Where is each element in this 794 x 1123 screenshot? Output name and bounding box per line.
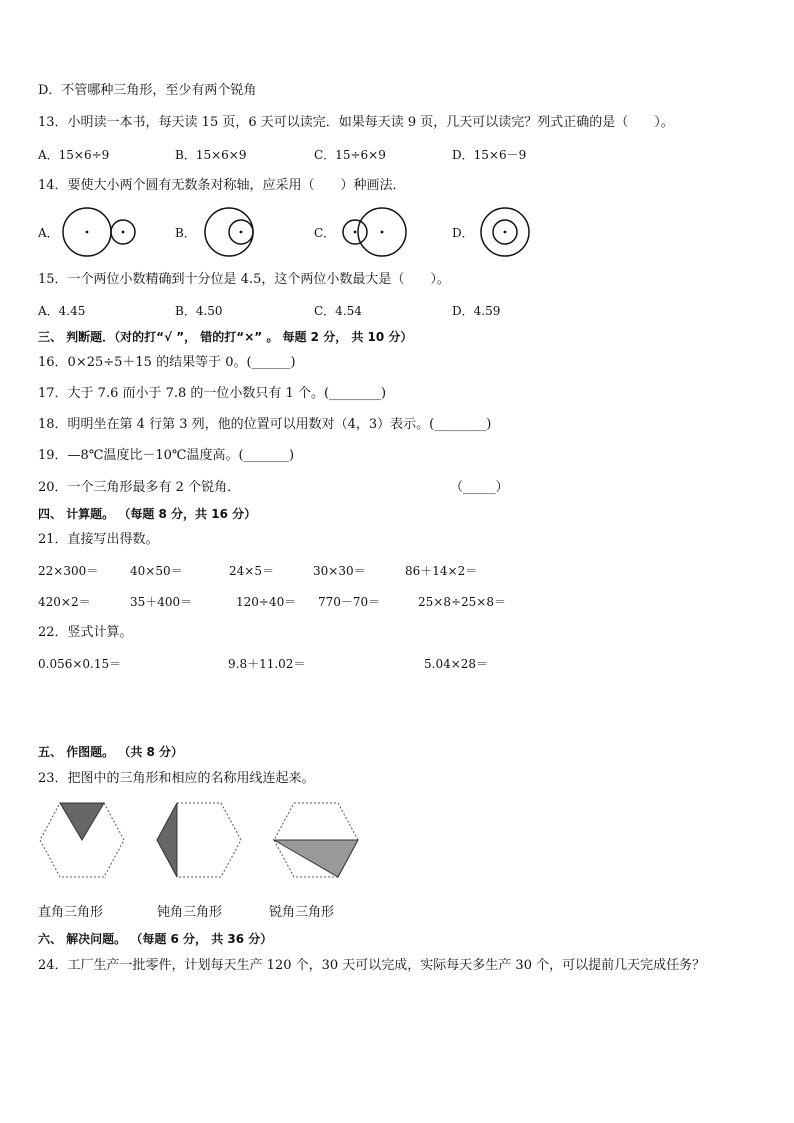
q21-item: 25×8÷25×8＝ [418,595,506,609]
q20-answer-blank: （_____） [450,480,509,495]
q14-option-b: B． [175,226,196,240]
q18-text: 18．明明坐在第 4 行第 3 列，他的位置可以用数对（4，3）表示。(________) [38,417,492,432]
circles-overlapping-figure [338,206,412,258]
q21-item: 120÷40＝ [236,595,297,609]
q13-option-b: B．15×6×9 [175,148,247,162]
q22-stem: 22．竖式计算。 [38,625,133,640]
q14-option-d: D． [452,226,474,240]
hexagon-acute-triangle-figure [272,800,360,880]
q14-option-a: A． [38,226,59,240]
hexagon-right-triangle-figure [38,800,126,880]
q24-text: 24．工厂生产一批零件，计划每天生产 120 个，30 天可以完成，实际每天多生产 30 个，可以提前几天完成任务？ [38,958,706,973]
q13-option-c: C．15÷6×9 [314,148,386,162]
label-right-triangle: 直角三角形 [38,905,104,920]
q15-option-d: D．4.59 [452,304,501,318]
q14-option-c: C． [314,226,336,240]
q21-item: 770－70＝ [318,595,381,609]
hexagon-obtuse-triangle-figure [155,800,243,880]
q23-stem: 23．把图中的三角形和相应的名称用线连起来。 [38,771,315,786]
q22-item: 0.056×0.15＝ [38,657,122,671]
q21-item: 30×30＝ [313,564,366,578]
q15-option-c: C．4.54 [314,304,362,318]
q20-text: 20．一个三角形最多有 2 个锐角． [38,480,241,495]
q14-stem: 14．要使大小两个圆有无数条对称轴，应采用（ ）种画法． [38,178,406,193]
q21-item: 22×300＝ [38,564,99,578]
section-3-heading: 三、 判断题．（对的打“√ ”， 错的打“×” 。 每题 2 分， 共 10 分） [38,330,413,344]
q21-item: 420×2＝ [38,595,91,609]
section-5-heading: 五、 作图题。 （共 8 分） [38,745,184,759]
q21-stem: 21．直接写出得数。 [38,532,159,547]
q12-option-d: D．不管哪种三角形，至少有两个锐角 [38,83,257,98]
q21-item: 40×50＝ [130,564,183,578]
section-4-heading: 四、 计算题。 （每题 8 分，共 16 分） [38,507,257,521]
q19-text: 19．—8℃温度比－10℃温度高。(_______) [38,448,295,463]
q21-item: 86＋14×2＝ [405,564,478,578]
q15-option-a: A．4.45 [38,304,86,318]
q22-item: 9.8＋11.02＝ [228,657,306,671]
concentric-circles-figure [478,206,534,258]
q17-text: 17．大于 7.6 而小于 7.8 的一位小数只有 1 个。(________) [38,386,387,401]
q16-text: 16．0×25÷5＋15 的结果等于 0。(______) [38,355,296,370]
q22-item: 5.04×28＝ [424,657,489,671]
circles-internally-tangent-figure [202,206,258,258]
q21-item: 24×5＝ [229,564,274,578]
q21-item: 35＋400＝ [130,595,193,609]
circles-side-by-side-figure [60,206,140,258]
label-acute-triangle: 锐角三角形 [269,905,335,920]
q15-stem: 15．一个两位小数精确到十分位是 4.5，这个两位小数最大是（ ）。 [38,272,450,287]
section-6-heading: 六、 解决问题。 （每题 6 分， 共 36 分） [38,932,273,946]
q15-option-b: B．4.50 [175,304,223,318]
q13-option-d: D．15×6－9 [452,148,527,162]
label-obtuse-triangle: 钝角三角形 [157,905,223,920]
q13-option-a: A．15×6÷9 [38,148,110,162]
q13-stem: 13．小明读一本书，每天读 15 页，6 天可以读完．如果每天读 9 页，几天可以读完？列式正确的是（ ）。 [38,115,674,130]
